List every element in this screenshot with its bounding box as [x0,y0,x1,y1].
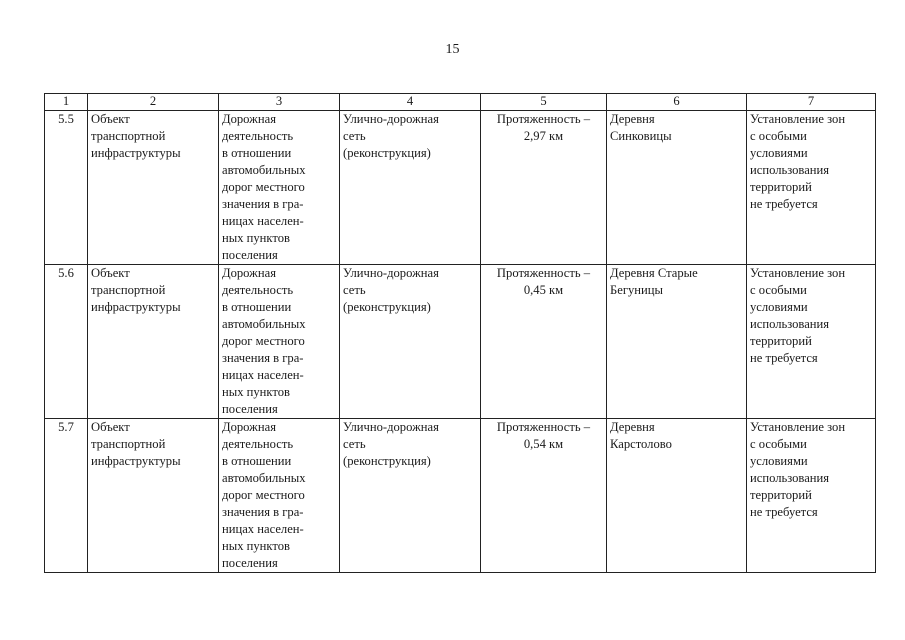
cell-line: условиями [750,454,808,468]
cell-line: в отношении [222,300,292,314]
cell-line: Установление зон [750,266,846,280]
cell-line: Установление зон [750,112,846,126]
cell-line: Деревня Старые [610,266,698,280]
cell-line: значения в гра- [222,197,304,211]
cell-line: ницах населен- [222,522,304,536]
table-row [45,419,876,573]
table-row [45,111,876,265]
cell-line: Улично-дорожная [343,420,439,434]
cell-line: (реконструкция) [343,146,431,160]
cell-line: Протяженность – [496,420,591,434]
cell-line: ницах населен- [222,368,304,382]
object-cell [88,111,219,265]
cell-line: (реконструкция) [343,454,431,468]
cell-line: дорог местного [222,488,305,502]
cell-line: поселения [222,556,278,570]
cell-line: Дорожная [222,112,276,126]
cell-line: с особыми [750,437,807,451]
cell-line: ных пунктов [222,231,290,245]
cell-line: Дорожная [222,420,276,434]
cell-line: Объект [91,112,130,126]
location-cell [607,265,747,419]
row-number-cell: 5.5 [45,111,88,265]
cell-line: не требуется [750,351,818,365]
cell-line: территорий [750,180,812,194]
table-header-row [45,94,876,111]
column-header: 7 [747,94,876,111]
cell-line: деятельность [222,129,294,143]
column-header: 5 [481,94,607,111]
cell-line: 0,54 км [523,437,564,451]
cell-line: автомобильных [222,317,306,331]
cell-line: деятельность [222,437,294,451]
column-header: 1 [45,94,88,111]
page-number: 15 [445,42,460,57]
cell-line: инфраструктуры [91,146,181,160]
cell-line: инфраструктуры [91,454,181,468]
activity-cell [219,419,340,573]
cell-line: не требуется [750,197,818,211]
cell-line: деятельность [222,283,294,297]
cell-line: Деревня [610,420,655,434]
activity-cell [219,265,340,419]
cell-line: автомобильных [222,471,306,485]
cell-line: дорог местного [222,180,305,194]
column-header: 2 [88,94,219,111]
cell-line: Объект [91,420,130,434]
cell-line: условиями [750,146,808,160]
cell-line: Улично-дорожная [343,266,439,280]
location-cell [607,419,747,573]
cell-line: Протяженность – [496,112,591,126]
length-cell [481,111,607,265]
network-cell [340,111,481,265]
cell-line: транспортной [91,283,166,297]
location-cell [607,111,747,265]
cell-line: сеть [343,283,366,297]
length-cell [481,265,607,419]
cell-line: в отношении [222,146,292,160]
cell-line: транспортной [91,437,166,451]
cell-line: использования [750,471,830,485]
cell-line: (реконструкция) [343,300,431,314]
cell-line: с особыми [750,129,807,143]
cell-line: Улично-дорожная [343,112,439,126]
cell-line: Дорожная [222,266,276,280]
cell-line: Карстолово [610,437,672,451]
cell-line: поселения [222,248,278,262]
network-cell [340,265,481,419]
object-cell [88,419,219,573]
length-cell [481,419,607,573]
cell-line: Объект [91,266,130,280]
cell-line: значения в гра- [222,505,304,519]
cell-line: с особыми [750,283,807,297]
row-number-cell: 5.6 [45,265,88,419]
cell-line: использования [750,317,830,331]
column-header: 6 [607,94,747,111]
cell-line: транспортной [91,129,166,143]
object-cell [88,265,219,419]
cell-line: 0,45 км [523,283,564,297]
zones-cell [747,111,876,265]
cell-line: ных пунктов [222,385,290,399]
network-cell [340,419,481,573]
cell-line: Протяженность – [496,266,591,280]
cell-line: территорий [750,334,812,348]
cell-line: значения в гра- [222,351,304,365]
cell-line: ных пунктов [222,539,290,553]
column-header: 4 [340,94,481,111]
cell-line: ницах населен- [222,214,304,228]
cell-line: инфраструктуры [91,300,181,314]
cell-line: сеть [343,129,366,143]
cell-line: Деревня [610,112,655,126]
row-number-cell: 5.7 [45,419,88,573]
cell-line: условиями [750,300,808,314]
zones-cell [747,265,876,419]
cell-line: автомобильных [222,163,306,177]
activity-cell [219,111,340,265]
column-header: 3 [219,94,340,111]
cell-line: Синковицы [610,129,672,143]
cell-line: 2,97 км [523,129,564,143]
zones-cell [747,419,876,573]
cell-line: сеть [343,437,366,451]
cell-line: в отношении [222,454,292,468]
objects-table [44,93,876,573]
cell-line: не требуется [750,505,818,519]
cell-line: территорий [750,488,812,502]
cell-line: использования [750,163,830,177]
table-row [45,265,876,419]
cell-line: Установление зон [750,420,846,434]
cell-line: Бегуницы [610,283,663,297]
cell-line: поселения [222,402,278,416]
cell-line: дорог местного [222,334,305,348]
